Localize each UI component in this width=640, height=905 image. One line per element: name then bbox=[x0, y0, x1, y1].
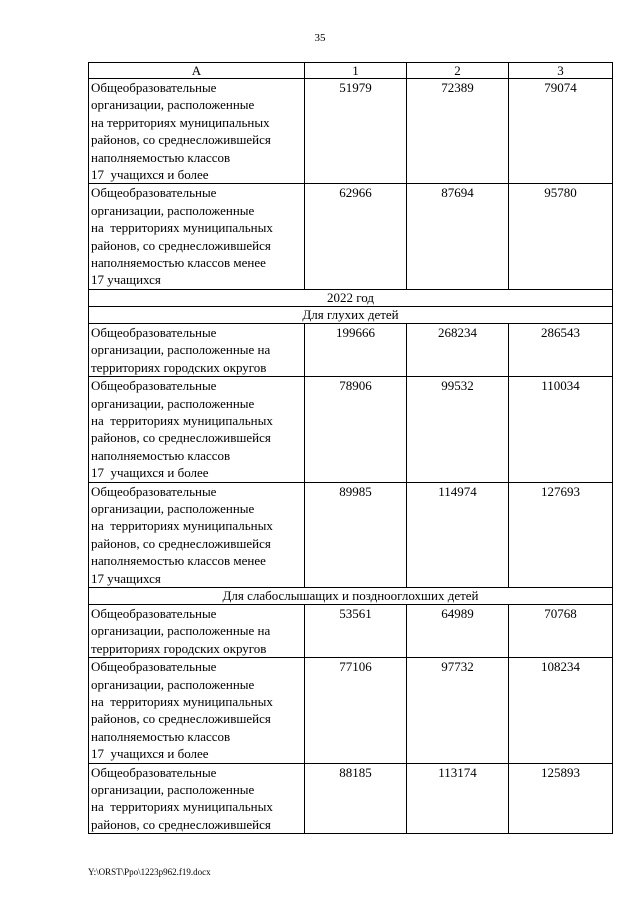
value-cell-col-1: 77106 bbox=[305, 658, 407, 763]
row-label-line: Общеобразовательные bbox=[91, 605, 217, 621]
value-cell-col-3: 286543 bbox=[509, 323, 613, 376]
table-row bbox=[89, 377, 613, 482]
value-cell-col-3: 70768 bbox=[509, 604, 613, 657]
row-label-line: организации, расположенные bbox=[91, 395, 255, 411]
value-cell-col-1: 51979 bbox=[305, 79, 407, 184]
table-header-row bbox=[89, 63, 613, 79]
table-row bbox=[89, 658, 613, 763]
row-label-line: Общеобразовательные bbox=[91, 324, 217, 340]
value-cell-col-2: 87694 bbox=[407, 184, 509, 289]
value-cell-col-1: 78906 bbox=[305, 377, 407, 482]
row-label bbox=[89, 377, 305, 482]
row-label-line: Общеобразовательные bbox=[91, 378, 217, 394]
value-cell-col-1: 88185 bbox=[305, 763, 407, 834]
row-label-line: на территориях муниципальных bbox=[91, 114, 270, 130]
row-label-line: районов, со среднесложившейся bbox=[91, 711, 271, 727]
row-label-line: районов, со среднесложившейся bbox=[91, 430, 271, 446]
table-row bbox=[89, 482, 613, 587]
section-title-row bbox=[89, 289, 613, 306]
section-title: 2022 год bbox=[89, 289, 613, 306]
value-cell-col-3: 108234 bbox=[509, 658, 613, 763]
row-label-line: организации, расположенные bbox=[91, 97, 255, 113]
row-label-line: 17 учащихся и более bbox=[91, 746, 209, 762]
row-label-line: на территориях муниципальных bbox=[91, 799, 273, 815]
data-table bbox=[88, 62, 613, 834]
row-label-line: наполняемостью классов менее bbox=[91, 553, 266, 569]
table-row bbox=[89, 323, 613, 376]
row-label bbox=[89, 604, 305, 657]
row-label-line: организации, расположенные на bbox=[91, 623, 271, 639]
section-subtitle: Для слабослышащих и позднооглохших детей bbox=[89, 587, 613, 604]
row-label-line: организации, расположенные на bbox=[91, 342, 271, 358]
value-cell-col-3: 95780 bbox=[509, 184, 613, 289]
row-label-line: наполняемостью классов менее bbox=[91, 255, 266, 271]
row-label-line: территориях городских округов bbox=[91, 640, 267, 656]
value-cell-col-1: 62966 bbox=[305, 184, 407, 289]
table-row bbox=[89, 184, 613, 289]
row-label-line: территориях городских округов bbox=[91, 359, 267, 375]
row-label-line: 17 учащихся bbox=[91, 570, 161, 586]
value-cell-col-2: 268234 bbox=[407, 323, 509, 376]
row-label-line: районов, со среднесложившейся bbox=[91, 535, 271, 551]
row-label bbox=[89, 184, 305, 289]
column-header-2: 2 bbox=[407, 63, 509, 79]
row-label-line: организации, расположенные bbox=[91, 676, 255, 692]
row-label-line: 17 учащихся и более bbox=[91, 167, 209, 183]
value-cell-col-1: 53561 bbox=[305, 604, 407, 657]
value-cell-col-2: 72389 bbox=[407, 79, 509, 184]
row-label-line: 17 учащихся bbox=[91, 272, 161, 288]
row-label-line: наполняемостью классов bbox=[91, 447, 231, 463]
row-label-line: наполняемостью классов bbox=[91, 728, 231, 744]
data-table-container bbox=[88, 62, 612, 834]
file-path: Y:\ORST\Ppo\1223p962.f19.docx bbox=[88, 867, 211, 877]
row-label-line: организации, расположенные bbox=[91, 782, 255, 798]
value-cell-col-1: 199666 bbox=[305, 323, 407, 376]
value-cell-col-2: 99532 bbox=[407, 377, 509, 482]
row-label bbox=[89, 323, 305, 376]
row-label-line: Общеобразовательные bbox=[91, 185, 217, 201]
row-label-line: районов, со среднесложившейся bbox=[91, 816, 271, 832]
section-subtitle: Для глухих детей bbox=[89, 306, 613, 323]
row-label-line: на территориях муниципальных bbox=[91, 694, 273, 709]
row-label-line: Общеобразовательные bbox=[91, 764, 217, 780]
page-number: 35 bbox=[314, 32, 326, 44]
table-row bbox=[89, 604, 613, 657]
row-label-line: районов, со среднесложившейся bbox=[91, 237, 271, 253]
value-cell-col-2: 97732 bbox=[407, 658, 509, 763]
value-cell-col-3: 110034 bbox=[509, 377, 613, 482]
table-row bbox=[89, 763, 613, 834]
row-label bbox=[89, 763, 305, 834]
column-header-a: А bbox=[89, 63, 305, 79]
row-label bbox=[89, 79, 305, 184]
row-label-line: организации, расположенные bbox=[91, 500, 255, 516]
row-label-line: Общеобразовательные bbox=[91, 483, 217, 499]
row-label-line: Общеобразовательные bbox=[91, 659, 217, 675]
column-header-3: 3 bbox=[509, 63, 613, 79]
row-label-line: на территориях муниципальных bbox=[91, 518, 273, 534]
table-body bbox=[89, 79, 613, 834]
row-label-line: наполняемостью классов bbox=[91, 149, 231, 165]
row-label-line: районов, со среднесложившейся bbox=[91, 132, 271, 148]
row-label bbox=[89, 658, 305, 763]
value-cell-col-3: 125893 bbox=[509, 763, 613, 834]
row-label-line: на территориях муниципальных bbox=[91, 220, 273, 236]
value-cell-col-1: 89985 bbox=[305, 482, 407, 587]
value-cell-col-2: 114974 bbox=[407, 482, 509, 587]
row-label-line: 17 учащихся и более bbox=[91, 465, 209, 481]
row-label-line: организации, расположенные bbox=[91, 202, 255, 218]
row-label-line: Общеобразовательные bbox=[91, 80, 217, 95]
row-label bbox=[89, 482, 305, 587]
value-cell-col-3: 79074 bbox=[509, 79, 613, 184]
value-cell-col-3: 127693 bbox=[509, 482, 613, 587]
section-subtitle-row bbox=[89, 306, 613, 323]
row-label-line: на территориях муниципальных bbox=[91, 412, 273, 428]
value-cell-col-2: 113174 bbox=[407, 763, 509, 834]
section-subtitle-row bbox=[89, 587, 613, 604]
column-header-1: 1 bbox=[305, 63, 407, 79]
table-row bbox=[89, 79, 613, 184]
value-cell-col-2: 64989 bbox=[407, 604, 509, 657]
